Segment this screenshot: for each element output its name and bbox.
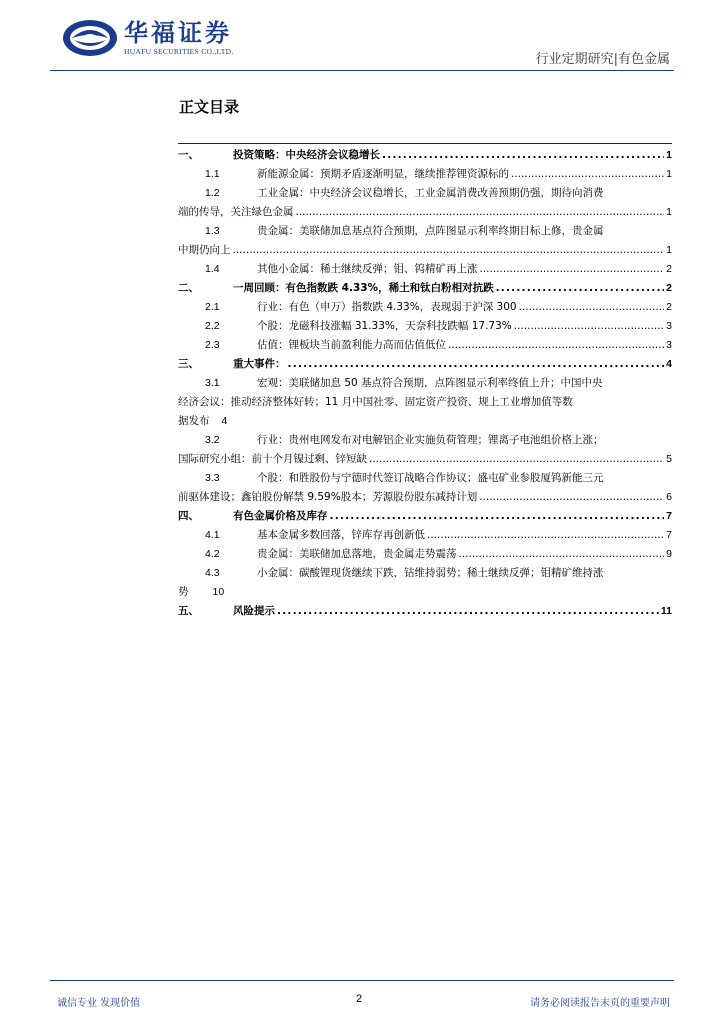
toc-entry-number: 4.1: [205, 529, 220, 541]
toc-entry-number: 1.3: [205, 225, 220, 237]
logo-chinese-name: 华福证券: [124, 19, 232, 47]
toc-entry-continuation[interactable]: [178, 488, 672, 507]
toc-entry-page: 6: [666, 491, 672, 503]
toc-entry-continuation[interactable]: [178, 203, 672, 222]
toc-entry-page: 7: [666, 510, 672, 522]
toc-entry[interactable]: [178, 355, 672, 374]
toc-leader: [382, 146, 664, 165]
toc-entry-text: 其他小金属：稀土继续反弹；钼、钨精矿再上涨: [257, 263, 478, 275]
toc-entry-text-cont: 前驱体建设；鑫铂股份解禁 9.59%股本；芳源股份股东减持计划: [178, 491, 478, 503]
toc-leader: [519, 298, 665, 317]
toc-entry-page: 1: [666, 206, 672, 218]
toc-entry-page: 3: [666, 339, 672, 351]
table-of-contents: [178, 146, 672, 621]
toc-entry-text: 投资策略：中央经济会议稳增长: [233, 149, 380, 161]
toc-entry-text-cont: 端的传导，关注绿色金属: [178, 206, 294, 218]
toc-entry-text: 贵金属：美联储加息基点符合预期，点阵图显示利率终期目标上修，贵金属: [257, 225, 604, 237]
toc-entry-text: 新能源金属：预期矛盾逐渐明显，继续推荐锂资源标的: [257, 168, 509, 180]
toc-entry[interactable]: [178, 602, 672, 621]
toc-entry-number: 2.3: [205, 339, 220, 351]
toc-entry-page: 7: [666, 529, 672, 541]
toc-leader: [330, 507, 665, 526]
toc-entry[interactable]: [178, 279, 672, 298]
toc-entry-page: 1: [666, 244, 672, 256]
toc-entry-continuation[interactable]: [178, 412, 672, 431]
toc-entry[interactable]: [178, 507, 672, 526]
toc-entry-page: 3: [666, 320, 672, 332]
toc-leader: [277, 602, 659, 621]
toc-entry[interactable]: [178, 184, 672, 203]
toc-entry-text-cont: 经济会议：推动经济整体好转；11 月中国社零、固定资产投资、规上工业增加值等数: [178, 396, 573, 408]
header-divider: [50, 70, 674, 71]
toc-entry[interactable]: [178, 545, 672, 564]
toc-top-rule: [178, 143, 672, 144]
toc-entry-text: 工业金属：中央经济会议稳增长，工业金属消费改善预期仍强，期待向消费: [257, 187, 604, 199]
toc-entry-text: 风险提示: [233, 605, 275, 617]
toc-entry-text-cont: 国际研究小组：前十个月镍过剩、锌短缺: [178, 453, 367, 465]
toc-entry-number: 2.1: [205, 301, 220, 313]
toc-title: 正文目录: [179, 98, 240, 116]
toc-entry-number: 3.1: [205, 377, 220, 389]
toc-entry[interactable]: [178, 336, 672, 355]
toc-entry-page: 10: [212, 586, 225, 598]
logo-english-name: HUAFU SECURITIES CO.,LTD.: [124, 47, 234, 56]
toc-entry-text: 基本金属多数回落，锌库存再创新低: [257, 529, 425, 541]
toc-leader: [479, 488, 664, 507]
toc-entry-text-cont: 据发布: [178, 415, 210, 427]
toc-entry-text: 宏观：美联储加息 50 基点符合预期，点阵图显示利率终值上升；中国中央: [257, 377, 603, 389]
toc-entry-text-cont: 势: [178, 586, 189, 598]
toc-entry-text: 个股：和胜股份与宁德时代签订战略合作协议；盛屯矿业参股厦钨新能三元: [257, 472, 604, 484]
toc-entry-page: 11: [660, 605, 672, 617]
report-category: 行业定期研究|有色金属: [535, 52, 670, 67]
toc-entry-number: 1.4: [205, 263, 220, 275]
toc-entry-page: 9: [666, 548, 672, 560]
toc-leader: [233, 241, 665, 260]
toc-entry-number: 五、: [178, 605, 199, 617]
toc-leader: [480, 260, 665, 279]
toc-entry-text: 估值：锂板块当前盈利能力高而估值低位: [257, 339, 446, 351]
toc-entry-number: 三、: [178, 358, 199, 370]
toc-entry-continuation[interactable]: [178, 450, 672, 469]
toc-entry-text: 贵金属：美联储加息落地，贵金属走势震荡: [257, 548, 457, 560]
toc-entry-text: 行业：贵州电网发布对电解铝企业实施负荷管理；锂离子电池组价格上涨；: [257, 434, 604, 446]
footer-slogan: 诚信专业 发现价值: [57, 998, 141, 1009]
toc-entry[interactable]: [178, 469, 672, 488]
toc-entry-page: 2: [666, 263, 672, 275]
toc-entry-text: 一周回顾：有色指数跌 4.33%，稀土和钛白粉相对抗跌: [233, 282, 494, 294]
company-logo: [62, 18, 234, 58]
toc-leader: [496, 279, 665, 298]
toc-entry-number: 3.2: [205, 434, 220, 446]
toc-entry[interactable]: [178, 526, 672, 545]
toc-entry-number: 四、: [178, 510, 199, 522]
toc-entry-page: 2: [666, 282, 672, 294]
huafu-logo-icon: [62, 18, 118, 58]
toc-leader: [511, 165, 664, 184]
toc-leader: [296, 203, 665, 222]
toc-leader: [459, 545, 665, 564]
toc-entry-text: 行业：有色（申万）指数跌 4.33%，表现弱于沪深 300: [257, 301, 517, 313]
toc-entry-number: 3.3: [205, 472, 220, 484]
footer-disclaimer-notice: 请务必阅读报告末页的重要声明: [530, 998, 670, 1009]
toc-entry-text: 重大事件：: [233, 358, 286, 370]
toc-entry[interactable]: [178, 298, 672, 317]
toc-entry-number: 1.1: [205, 168, 220, 180]
toc-entry[interactable]: [178, 317, 672, 336]
toc-entry-page: 5: [666, 453, 672, 465]
toc-entry-number: 2.2: [205, 320, 220, 332]
toc-entry[interactable]: [178, 564, 672, 583]
toc-entry-page: 1: [666, 168, 672, 180]
toc-entry-text-cont: 中期仍向上: [178, 244, 231, 256]
toc-entry-page: 4: [666, 358, 672, 370]
toc-entry[interactable]: [178, 374, 672, 393]
toc-entry-text: 有色金属价格及库存: [233, 510, 328, 522]
toc-leader: [514, 317, 664, 336]
toc-leader: [448, 336, 664, 355]
toc-entry-text: 个股：龙磁科技涨幅 31.33%，天奈科技跌幅 17.73%: [257, 320, 512, 332]
footer-divider: [50, 980, 674, 981]
toc-entry-number: 一、: [178, 149, 199, 161]
toc-entry-continuation[interactable]: [178, 393, 672, 412]
toc-entry-number: 二、: [178, 282, 199, 294]
toc-entry[interactable]: [178, 431, 672, 450]
page-number: 2: [356, 993, 363, 1005]
toc-entry-continuation[interactable]: [178, 583, 672, 602]
toc-entry[interactable]: [178, 222, 672, 241]
toc-entry-page: 2: [666, 301, 672, 313]
toc-entry-page: 1: [666, 149, 672, 161]
toc-entry-continuation[interactable]: [178, 241, 672, 260]
toc-entry-number: 4.2: [205, 548, 220, 560]
toc-leader: [288, 355, 665, 374]
toc-entry-number: 1.2: [205, 187, 220, 199]
toc-leader: [369, 450, 664, 469]
toc-entry[interactable]: [178, 165, 672, 184]
toc-entry[interactable]: [178, 146, 672, 165]
toc-leader: [427, 526, 664, 545]
toc-entry-page: 4: [221, 415, 228, 427]
toc-entry-text: 小金属：碳酸锂现货继续下跌，钴维持弱势；稀土继续反弹；钼精矿维持涨: [257, 567, 604, 579]
toc-entry[interactable]: [178, 260, 672, 279]
toc-entry-number: 4.3: [205, 567, 220, 579]
